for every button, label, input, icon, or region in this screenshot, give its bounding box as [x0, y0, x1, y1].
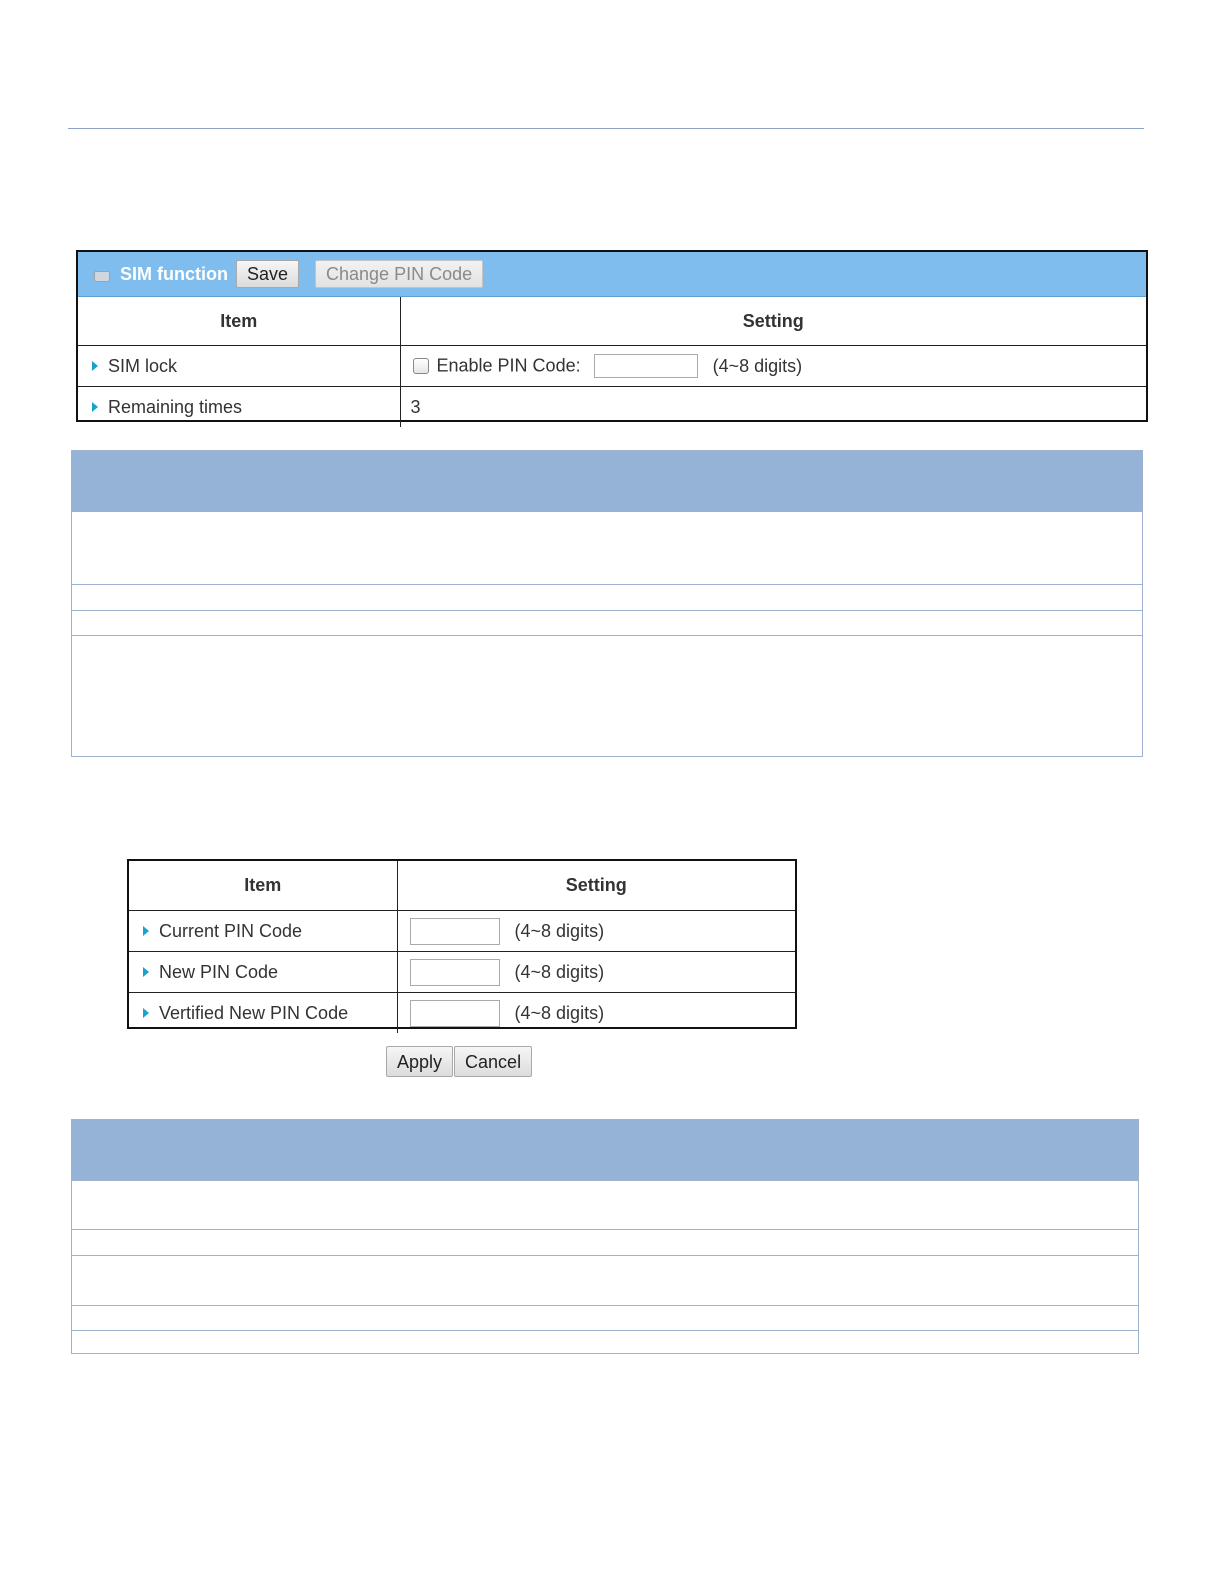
remaining-times-label: Remaining times — [108, 396, 243, 417]
table-row — [78, 387, 1146, 428]
caret-right-icon — [143, 926, 149, 936]
table-row — [78, 346, 1146, 387]
new-pin-item — [129, 952, 397, 993]
description-row — [72, 1330, 1138, 1356]
description-table — [71, 450, 1143, 757]
save-button[interactable]: Save — [236, 260, 299, 288]
description-row — [72, 1305, 1138, 1330]
description-row — [72, 635, 1142, 757]
pin-code-input[interactable] — [594, 354, 698, 378]
change-pin-panel — [127, 859, 797, 1029]
current-pin-hint: (4~8 digits) — [514, 920, 605, 941]
table-row — [129, 993, 795, 1034]
sim-lock-item — [78, 346, 400, 387]
enable-pin-code-checkbox[interactable] — [413, 358, 429, 374]
table-row — [129, 952, 795, 993]
description-row — [72, 1180, 1138, 1229]
column-header-setting: Setting — [400, 297, 1146, 346]
remaining-times-item — [78, 387, 400, 428]
verify-pin-item — [129, 993, 397, 1034]
description-table-header — [72, 451, 1142, 511]
sim-lock-label: SIM lock — [108, 355, 178, 376]
sim-card-icon — [94, 271, 110, 282]
change-pin-code-button[interactable]: Change PIN Code — [315, 260, 483, 288]
cancel-button[interactable]: Cancel — [454, 1046, 532, 1077]
sim-function-table — [78, 297, 1146, 427]
verify-pin-setting — [397, 993, 795, 1034]
description-row — [72, 1229, 1138, 1255]
page-header-rule — [68, 128, 1144, 129]
caret-right-icon — [92, 402, 98, 412]
column-header-item: Item — [78, 297, 400, 346]
current-pin-label: Current PIN Code — [159, 920, 303, 941]
verify-pin-hint: (4~8 digits) — [514, 1002, 605, 1023]
column-header-item: Item — [129, 861, 397, 911]
verify-pin-label: Vertified New PIN Code — [159, 1002, 349, 1023]
sim-function-title: SIM function — [120, 263, 228, 284]
enable-pin-code-label: Enable PIN Code: — [436, 355, 581, 376]
caret-right-icon — [143, 1008, 149, 1018]
sim-lock-setting — [400, 346, 1146, 387]
description-table — [71, 1119, 1139, 1354]
description-row — [72, 511, 1142, 584]
caret-right-icon — [92, 361, 98, 371]
caret-right-icon — [143, 967, 149, 977]
column-header-setting: Setting — [397, 861, 795, 911]
current-pin-item — [129, 911, 397, 952]
description-row — [72, 1255, 1138, 1305]
description-table-header — [72, 1120, 1138, 1180]
sim-function-header — [78, 252, 1146, 297]
sim-function-panel — [76, 250, 1148, 422]
current-pin-setting — [397, 911, 795, 952]
apply-button[interactable]: Apply — [386, 1046, 453, 1077]
new-pin-setting — [397, 952, 795, 993]
new-pin-hint: (4~8 digits) — [514, 961, 605, 982]
table-row — [129, 911, 795, 952]
remaining-times-value: 3 — [410, 396, 421, 417]
new-pin-input[interactable] — [410, 959, 500, 986]
form-actions — [386, 1046, 533, 1077]
verify-pin-input[interactable] — [410, 1000, 500, 1027]
change-pin-table — [129, 861, 795, 1033]
description-row — [72, 584, 1142, 610]
pin-code-hint: (4~8 digits) — [712, 355, 803, 376]
current-pin-input[interactable] — [410, 918, 500, 945]
new-pin-label: New PIN Code — [159, 961, 279, 982]
description-row — [72, 610, 1142, 635]
